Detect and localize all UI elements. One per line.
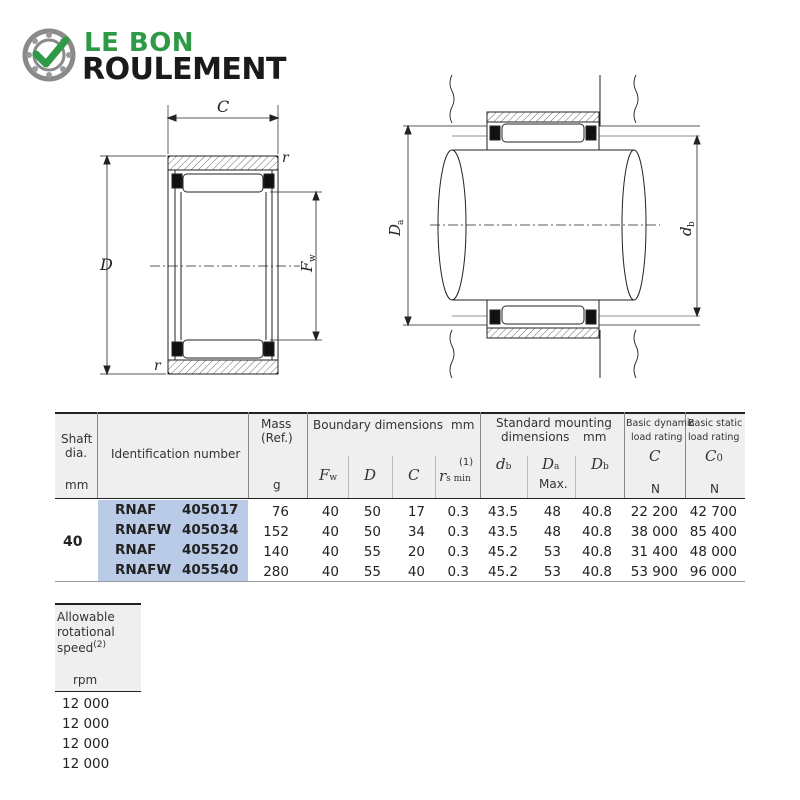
header-rs: rs min <box>439 467 471 485</box>
header-shaft: Shaft <box>61 432 93 446</box>
label-r-bottom: r <box>154 358 161 374</box>
speed-value: 12 000 <box>62 736 110 752</box>
row-rs: 0.3 <box>447 544 469 560</box>
row-d: 50 <box>363 524 381 540</box>
row-c: 40 <box>407 564 425 580</box>
row-db: 43.5 <box>487 524 518 540</box>
row-da: 48 <box>543 504 561 520</box>
label-Da: D <box>386 223 404 236</box>
row-cstat: 96 000 <box>689 564 737 580</box>
label-C: C <box>217 97 230 116</box>
row-Db: 40.8 <box>581 544 612 560</box>
row-rs: 0.3 <box>447 504 469 520</box>
label-D: D <box>100 255 113 274</box>
row-number: 405540 <box>182 562 239 578</box>
row-cdyn: 53 900 <box>630 564 678 580</box>
header-rs-note: (1) <box>459 457 474 468</box>
speed-value: 12 000 <box>62 696 110 712</box>
row-Db: 40.8 <box>581 564 612 580</box>
header-static-rating: load rating <box>688 432 740 443</box>
header-identification: Identification number <box>111 447 241 461</box>
header-mounting: Standard mounting <box>496 416 612 430</box>
row-cdyn: 31 400 <box>630 544 678 560</box>
row-cstat: 48 000 <box>689 544 737 560</box>
row-cstat: 42 700 <box>689 504 737 520</box>
row-mass: 140 <box>263 544 289 560</box>
row-d: 50 <box>363 504 381 520</box>
label-Fw: F <box>298 261 316 272</box>
header-mounting-dims: dimensions <box>501 430 570 444</box>
header-dynamic-unit: N <box>651 482 660 496</box>
row-rs: 0.3 <box>447 524 469 540</box>
specifications-table <box>55 412 745 582</box>
header-static-symbol: C0 <box>705 447 723 465</box>
row-da: 53 <box>543 564 561 580</box>
row-type: RNAFW <box>115 562 172 578</box>
row-Db: 40.8 <box>581 524 612 540</box>
row-rs: 0.3 <box>447 564 469 580</box>
row-c: 34 <box>407 524 425 540</box>
row-fw: 40 <box>321 564 339 580</box>
row-Db: 40.8 <box>581 504 612 520</box>
row-mass: 152 <box>263 524 289 540</box>
row-c: 17 <box>407 504 425 520</box>
label-db: d <box>677 226 695 236</box>
speed-value: 12 000 <box>62 756 110 772</box>
speed-unit: rpm <box>73 673 98 687</box>
header-Db: Db <box>591 455 609 473</box>
speed-header-line2: rotational <box>57 625 115 639</box>
row-c: 20 <box>407 544 425 560</box>
header-d: D <box>364 466 377 484</box>
row-cstat: 85 400 <box>689 524 737 540</box>
speed-header-line3: speed$^{(2)}$ <box>57 640 107 655</box>
header-shaft-unit: mm <box>65 478 89 492</box>
row-da: 53 <box>543 544 561 560</box>
row-mass: 76 <box>271 504 289 520</box>
header-mounting-unit: mm <box>583 430 607 444</box>
header-boundary-unit: mm <box>451 418 475 432</box>
speed-value: 12 000 <box>62 716 110 732</box>
row-number: 405520 <box>182 542 239 558</box>
row-db: 45.2 <box>487 564 518 580</box>
row-mass: 280 <box>263 564 289 580</box>
label-Da-sub: a <box>396 219 406 225</box>
header-da: Da <box>542 455 560 473</box>
bearing-mounting-view <box>403 75 700 378</box>
header-dynamic-rating: load rating <box>631 432 683 443</box>
row-db: 45.2 <box>487 544 518 560</box>
bearing-section-view <box>100 105 322 374</box>
header-static: Basic static <box>688 418 743 429</box>
row-fw: 40 <box>321 544 339 560</box>
header-dynamic-symbol: C <box>649 447 661 465</box>
logo-text-bottom: ROULEMENT <box>82 52 286 87</box>
row-number: 405017 <box>182 502 239 518</box>
row-d: 55 <box>363 564 381 580</box>
header-mass-unit: g <box>273 478 281 492</box>
label-r-top: r <box>282 150 289 166</box>
row-db: 43.5 <box>487 504 518 520</box>
label-db-sub: b <box>687 221 697 227</box>
row-type: RNAF <box>115 502 157 518</box>
label-Fw-sub: w <box>308 254 318 262</box>
row-cdyn: 38 000 <box>630 524 678 540</box>
header-static-unit: N <box>710 482 719 496</box>
header-da-max: Max. <box>539 477 568 491</box>
logo-text-top: LE BON <box>84 28 195 58</box>
row-d: 55 <box>363 544 381 560</box>
header-dynamic: Basic dynamic <box>626 418 695 429</box>
row-fw: 40 <box>321 504 339 520</box>
row-fw: 40 <box>321 524 339 540</box>
header-c: C <box>408 466 420 484</box>
row-number: 405034 <box>182 522 239 538</box>
row-cdyn: 22 200 <box>630 504 678 520</box>
header-shaft-dia: dia. <box>65 446 88 460</box>
header-mass-ref: (Ref.) <box>261 431 293 445</box>
row-type: RNAFW <box>115 522 172 538</box>
speed-header-line1: Allowable <box>57 610 115 624</box>
header-mass: Mass <box>261 417 292 431</box>
shaft-value: 40 <box>63 534 83 550</box>
row-type: RNAF <box>115 542 157 558</box>
header-fw: Fw <box>319 466 338 484</box>
header-boundary: Boundary dimensions <box>313 418 444 432</box>
row-da: 48 <box>543 524 561 540</box>
header-db: db <box>496 455 512 473</box>
